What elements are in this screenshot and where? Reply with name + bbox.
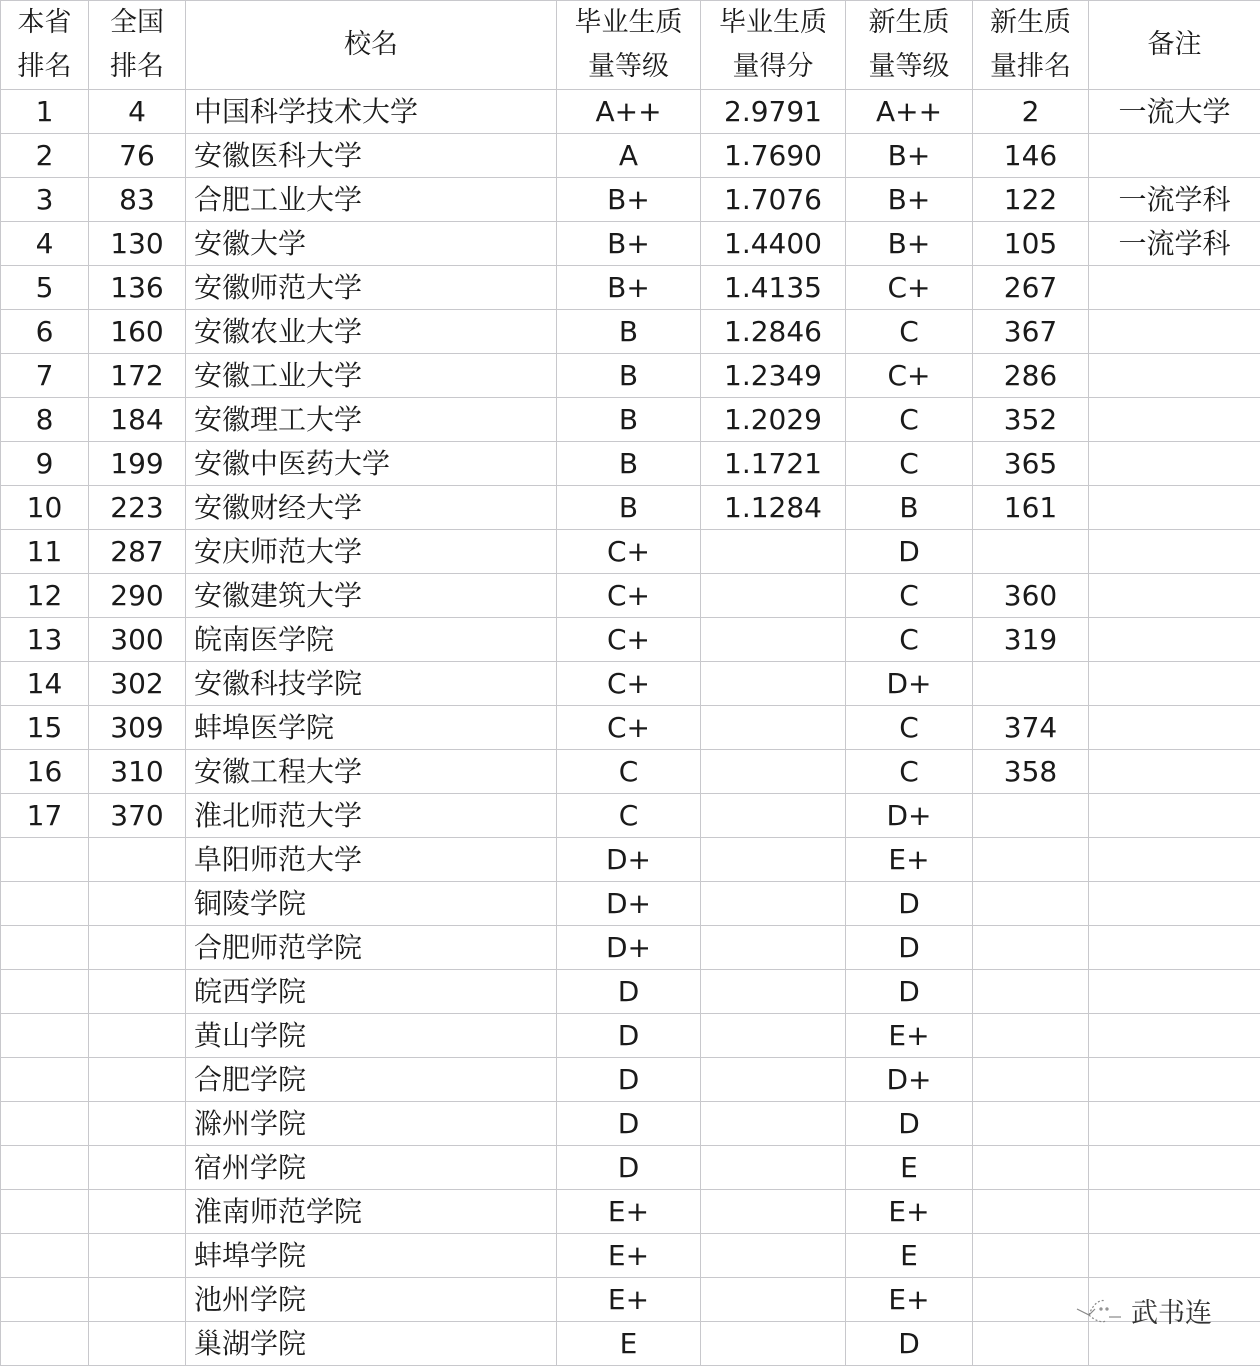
cell-school: 安徽农业大学	[186, 310, 557, 354]
cell-grad-grade: A	[557, 134, 701, 178]
cell-grad-grade: B	[557, 354, 701, 398]
table-row	[1, 926, 1260, 970]
table-row	[1, 838, 1260, 882]
cell-national-rank: 184	[89, 398, 186, 442]
cell-grad-score: 1.2029	[701, 398, 846, 442]
cell-province-rank	[1, 1278, 89, 1322]
cell-fresh-rank	[973, 1058, 1089, 1102]
table-row	[1, 750, 1260, 794]
cell-note	[1089, 1234, 1260, 1278]
cell-fresh-grade: D	[846, 970, 973, 1014]
cell-fresh-grade: D+	[846, 794, 973, 838]
cell-national-rank	[89, 1146, 186, 1190]
watermark	[1075, 1290, 1235, 1330]
cell-fresh-grade: C	[846, 750, 973, 794]
column-header-label: 本省	[17, 7, 72, 38]
column-header-label: 排名	[110, 51, 164, 82]
cell-school: 合肥学院	[186, 1058, 557, 1102]
table-body	[1, 90, 1260, 1366]
cell-province-rank: 4	[1, 222, 89, 266]
cell-note	[1089, 266, 1260, 310]
cell-province-rank: 16	[1, 750, 89, 794]
cell-grad-score	[701, 1278, 846, 1322]
cell-fresh-rank: 267	[973, 266, 1089, 310]
column-header-label: 全国	[110, 7, 164, 38]
column-header-label: 量排名	[990, 51, 1071, 82]
cell-grad-grade: B	[557, 398, 701, 442]
cell-fresh-grade: C+	[846, 354, 973, 398]
cell-national-rank	[89, 1102, 186, 1146]
cell-school: 安徽大学	[186, 222, 557, 266]
cell-fresh-grade: E+	[846, 838, 973, 882]
cell-note	[1089, 1146, 1260, 1190]
column-header-label: 排名	[17, 51, 72, 82]
cell-province-rank: 7	[1, 354, 89, 398]
table-row	[1, 1146, 1260, 1190]
cell-fresh-rank	[973, 1014, 1089, 1058]
cell-national-rank	[89, 1234, 186, 1278]
cell-note	[1089, 926, 1260, 970]
table-row	[1, 222, 1260, 266]
cell-national-rank	[89, 1058, 186, 1102]
column-header-province-rank	[1, 1, 89, 90]
cell-fresh-rank	[973, 1102, 1089, 1146]
cell-fresh-rank: 319	[973, 618, 1089, 662]
cell-national-rank	[89, 882, 186, 926]
cell-national-rank: 287	[89, 530, 186, 574]
cell-grad-score	[701, 970, 846, 1014]
cell-national-rank: 136	[89, 266, 186, 310]
cell-grad-grade: D	[557, 970, 701, 1014]
cell-province-rank: 10	[1, 486, 89, 530]
cell-fresh-grade: D	[846, 882, 973, 926]
column-header-label: 毕业生质	[719, 7, 827, 38]
cell-province-rank: 2	[1, 134, 89, 178]
cell-national-rank: 160	[89, 310, 186, 354]
cell-province-rank	[1, 838, 89, 882]
cell-note	[1089, 706, 1260, 750]
cell-note	[1089, 398, 1260, 442]
cell-province-rank	[1, 1058, 89, 1102]
cell-province-rank: 12	[1, 574, 89, 618]
cell-fresh-grade: B+	[846, 222, 973, 266]
cell-school: 安徽师范大学	[186, 266, 557, 310]
cell-grad-score	[701, 750, 846, 794]
cell-national-rank	[89, 1322, 186, 1366]
cell-fresh-rank	[973, 662, 1089, 706]
cell-school: 安徽财经大学	[186, 486, 557, 530]
cell-school: 巢湖学院	[186, 1322, 557, 1366]
cell-grad-score: 1.1721	[701, 442, 846, 486]
cell-province-rank	[1, 970, 89, 1014]
cell-grad-grade: D	[557, 1058, 701, 1102]
cell-national-rank: 223	[89, 486, 186, 530]
cell-school: 安徽工业大学	[186, 354, 557, 398]
column-header-label: 量等级	[868, 51, 950, 82]
cell-national-rank	[89, 1278, 186, 1322]
cell-province-rank: 17	[1, 794, 89, 838]
cell-province-rank	[1, 1322, 89, 1366]
cell-note	[1089, 1190, 1260, 1234]
cell-province-rank: 1	[1, 90, 89, 134]
cell-province-rank	[1, 1102, 89, 1146]
cell-grad-grade: B+	[557, 178, 701, 222]
cell-national-rank	[89, 838, 186, 882]
cell-national-rank: 83	[89, 178, 186, 222]
cell-grad-score	[701, 706, 846, 750]
cell-note	[1089, 486, 1260, 530]
header-row	[1, 1, 1260, 90]
cell-province-rank	[1, 1190, 89, 1234]
cell-fresh-grade: C	[846, 574, 973, 618]
cell-province-rank	[1, 1234, 89, 1278]
cell-note	[1089, 530, 1260, 574]
cell-fresh-grade: B	[846, 486, 973, 530]
cell-fresh-rank: 2	[973, 90, 1089, 134]
cell-fresh-rank	[973, 1234, 1089, 1278]
cell-fresh-rank	[973, 1278, 1089, 1322]
column-header-national-rank	[89, 1, 186, 90]
cell-fresh-grade: D	[846, 1322, 973, 1366]
cell-fresh-rank: 365	[973, 442, 1089, 486]
cell-school: 合肥工业大学	[186, 178, 557, 222]
column-header-school	[186, 1, 557, 90]
table-row	[1, 178, 1260, 222]
cell-province-rank: 11	[1, 530, 89, 574]
table-row	[1, 134, 1260, 178]
column-header-fresh-grade	[846, 1, 973, 90]
cell-fresh-rank: 352	[973, 398, 1089, 442]
cell-grad-grade: D+	[557, 926, 701, 970]
cell-national-rank: 370	[89, 794, 186, 838]
cell-fresh-rank	[973, 882, 1089, 926]
cell-fresh-rank	[973, 1190, 1089, 1234]
cell-note: 一流大学	[1089, 90, 1260, 134]
cell-grad-grade: C+	[557, 530, 701, 574]
cell-grad-grade: C+	[557, 662, 701, 706]
table-row	[1, 1014, 1260, 1058]
cell-school: 合肥师范学院	[186, 926, 557, 970]
cell-grad-score	[701, 1058, 846, 1102]
cell-note	[1089, 442, 1260, 486]
cell-grad-score: 1.7076	[701, 178, 846, 222]
cell-school: 蚌埠学院	[186, 1234, 557, 1278]
cell-grad-score	[701, 662, 846, 706]
table-row	[1, 398, 1260, 442]
cell-school: 安徽建筑大学	[186, 574, 557, 618]
cell-note	[1089, 618, 1260, 662]
watermark-text: 武书连	[1131, 1297, 1212, 1329]
cell-fresh-grade: B+	[846, 178, 973, 222]
cell-fresh-grade: D	[846, 926, 973, 970]
cell-note	[1089, 134, 1260, 178]
column-header-grad-grade	[557, 1, 701, 90]
cell-province-rank: 5	[1, 266, 89, 310]
cell-province-rank	[1, 882, 89, 926]
cell-school: 宿州学院	[186, 1146, 557, 1190]
cell-national-rank: 302	[89, 662, 186, 706]
cell-school: 安徽工程大学	[186, 750, 557, 794]
cell-province-rank: 8	[1, 398, 89, 442]
cell-note	[1089, 574, 1260, 618]
cell-fresh-rank	[973, 530, 1089, 574]
column-header-label: 新生质	[990, 7, 1071, 38]
cell-fresh-rank: 358	[973, 750, 1089, 794]
cell-school: 黄山学院	[186, 1014, 557, 1058]
cell-school: 安徽医科大学	[186, 134, 557, 178]
cell-grad-score: 1.4135	[701, 266, 846, 310]
cell-note	[1089, 662, 1260, 706]
cell-fresh-grade: D	[846, 530, 973, 574]
cell-fresh-rank: 146	[973, 134, 1089, 178]
cell-note: 一流学科	[1089, 222, 1260, 266]
cell-grad-grade: D	[557, 1146, 701, 1190]
cell-grad-grade: D	[557, 1102, 701, 1146]
cell-national-rank: 4	[89, 90, 186, 134]
cell-national-rank: 199	[89, 442, 186, 486]
cell-grad-grade: C+	[557, 574, 701, 618]
cell-grad-grade: E+	[557, 1234, 701, 1278]
cell-national-rank: 172	[89, 354, 186, 398]
cell-fresh-grade: C	[846, 398, 973, 442]
cell-province-rank: 9	[1, 442, 89, 486]
cell-grad-score	[701, 1190, 846, 1234]
cell-grad-grade: C+	[557, 706, 701, 750]
cell-fresh-grade: E	[846, 1146, 973, 1190]
cell-fresh-rank: 360	[973, 574, 1089, 618]
cell-school: 蚌埠医学院	[186, 706, 557, 750]
cell-national-rank	[89, 1190, 186, 1234]
cell-national-rank: 290	[89, 574, 186, 618]
cell-grad-score	[701, 1146, 846, 1190]
cell-grad-grade: B	[557, 310, 701, 354]
cell-national-rank: 310	[89, 750, 186, 794]
column-header-note	[1089, 1, 1260, 90]
cell-fresh-rank	[973, 1146, 1089, 1190]
column-header-label: 量等级	[588, 51, 669, 82]
cell-school: 安徽科技学院	[186, 662, 557, 706]
column-header-label: 备注	[1147, 29, 1202, 60]
cell-note	[1089, 970, 1260, 1014]
table-row	[1, 618, 1260, 662]
cell-grad-score: 1.2349	[701, 354, 846, 398]
cell-grad-grade: B	[557, 486, 701, 530]
cell-school: 淮南师范学院	[186, 1190, 557, 1234]
cell-grad-grade: D	[557, 1014, 701, 1058]
cell-school: 池州学院	[186, 1278, 557, 1322]
cell-fresh-grade: E+	[846, 1278, 973, 1322]
cell-school: 阜阳师范大学	[186, 838, 557, 882]
cell-note	[1089, 882, 1260, 926]
cell-national-rank	[89, 926, 186, 970]
cell-grad-score	[701, 882, 846, 926]
cell-province-rank: 13	[1, 618, 89, 662]
cell-note	[1089, 310, 1260, 354]
cell-province-rank	[1, 1146, 89, 1190]
cell-fresh-rank: 122	[973, 178, 1089, 222]
cell-fresh-rank: 286	[973, 354, 1089, 398]
cell-school: 安徽理工大学	[186, 398, 557, 442]
cell-school: 皖西学院	[186, 970, 557, 1014]
cell-fresh-grade: C	[846, 706, 973, 750]
table-row	[1, 442, 1260, 486]
cell-fresh-grade: E+	[846, 1190, 973, 1234]
cell-fresh-rank: 367	[973, 310, 1089, 354]
table-row	[1, 970, 1260, 1014]
cell-school: 安庆师范大学	[186, 530, 557, 574]
cell-school: 淮北师范大学	[186, 794, 557, 838]
table-row	[1, 530, 1260, 574]
column-header-fresh-rank	[973, 1, 1089, 90]
cell-school: 安徽中医药大学	[186, 442, 557, 486]
table-row	[1, 662, 1260, 706]
cell-fresh-grade: E+	[846, 1014, 973, 1058]
wechat-official-account-icon	[1075, 1295, 1123, 1325]
table-row	[1, 882, 1260, 926]
cell-grad-grade: D+	[557, 838, 701, 882]
table-row	[1, 1190, 1260, 1234]
cell-grad-score	[701, 1014, 846, 1058]
column-header-grad-score	[701, 1, 846, 90]
cell-note	[1089, 354, 1260, 398]
cell-fresh-grade: D	[846, 1102, 973, 1146]
cell-fresh-rank: 374	[973, 706, 1089, 750]
cell-national-rank: 130	[89, 222, 186, 266]
cell-fresh-grade: C+	[846, 266, 973, 310]
cell-grad-grade: B+	[557, 266, 701, 310]
cell-national-rank: 300	[89, 618, 186, 662]
cell-fresh-grade: D+	[846, 1058, 973, 1102]
cell-grad-score	[701, 530, 846, 574]
table-row	[1, 1102, 1260, 1146]
table-row	[1, 794, 1260, 838]
cell-province-rank: 3	[1, 178, 89, 222]
cell-note	[1089, 794, 1260, 838]
cell-grad-score	[701, 926, 846, 970]
cell-grad-grade: B+	[557, 222, 701, 266]
cell-note	[1089, 750, 1260, 794]
cell-grad-grade: C	[557, 794, 701, 838]
cell-grad-grade: C+	[557, 618, 701, 662]
cell-national-rank	[89, 1014, 186, 1058]
cell-grad-score	[701, 838, 846, 882]
cell-grad-score: 2.9791	[701, 90, 846, 134]
cell-grad-score	[701, 1234, 846, 1278]
cell-fresh-grade: C	[846, 618, 973, 662]
table-row	[1, 310, 1260, 354]
cell-fresh-grade: E	[846, 1234, 973, 1278]
table-row	[1, 1234, 1260, 1278]
cell-grad-grade: D+	[557, 882, 701, 926]
cell-national-rank: 309	[89, 706, 186, 750]
table-row	[1, 1278, 1260, 1322]
cell-school: 皖南医学院	[186, 618, 557, 662]
table-row	[1, 486, 1260, 530]
cell-fresh-rank: 105	[973, 222, 1089, 266]
table-row	[1, 354, 1260, 398]
cell-national-rank: 76	[89, 134, 186, 178]
cell-fresh-grade: C	[846, 442, 973, 486]
cell-province-rank	[1, 926, 89, 970]
cell-grad-score	[701, 794, 846, 838]
cell-fresh-rank	[973, 1322, 1089, 1366]
cell-fresh-grade: A++	[846, 90, 973, 134]
cell-fresh-rank: 161	[973, 486, 1089, 530]
cell-grad-score: 1.4400	[701, 222, 846, 266]
cell-grad-grade: E+	[557, 1190, 701, 1234]
cell-fresh-rank	[973, 926, 1089, 970]
cell-school: 中国科学技术大学	[186, 90, 557, 134]
column-header-label: 毕业生质	[574, 7, 683, 38]
column-header-label: 量得分	[732, 51, 814, 82]
cell-note	[1089, 838, 1260, 882]
cell-note: 一流学科	[1089, 178, 1260, 222]
cell-grad-score: 1.1284	[701, 486, 846, 530]
table-row	[1, 266, 1260, 310]
cell-province-rank	[1, 1014, 89, 1058]
table-row	[1, 90, 1260, 134]
column-header-label: 新生质	[868, 7, 950, 38]
cell-province-rank: 15	[1, 706, 89, 750]
cell-grad-grade: E	[557, 1322, 701, 1366]
cell-province-rank: 6	[1, 310, 89, 354]
cell-fresh-rank	[973, 838, 1089, 882]
cell-grad-score: 1.2846	[701, 310, 846, 354]
cell-grad-grade: A++	[557, 90, 701, 134]
cell-fresh-grade: D+	[846, 662, 973, 706]
column-header-label: 校名	[344, 29, 398, 60]
cell-grad-grade: B	[557, 442, 701, 486]
cell-school: 滁州学院	[186, 1102, 557, 1146]
cell-grad-score	[701, 618, 846, 662]
cell-fresh-rank	[973, 794, 1089, 838]
cell-grad-score	[701, 1102, 846, 1146]
cell-note	[1089, 1102, 1260, 1146]
table-row	[1, 1058, 1260, 1102]
cell-grad-score	[701, 574, 846, 618]
table-row	[1, 1322, 1260, 1366]
cell-note	[1089, 1058, 1260, 1102]
cell-national-rank	[89, 970, 186, 1014]
cell-grad-score: 1.7690	[701, 134, 846, 178]
cell-grad-grade: E+	[557, 1278, 701, 1322]
cell-fresh-grade: B+	[846, 134, 973, 178]
table-row	[1, 574, 1260, 618]
cell-fresh-rank	[973, 970, 1089, 1014]
cell-grad-score	[701, 1322, 846, 1366]
cell-fresh-grade: C	[846, 310, 973, 354]
table-row	[1, 706, 1260, 750]
cell-grad-grade: C	[557, 750, 701, 794]
cell-note	[1089, 1014, 1260, 1058]
cell-school: 铜陵学院	[186, 882, 557, 926]
cell-province-rank: 14	[1, 662, 89, 706]
